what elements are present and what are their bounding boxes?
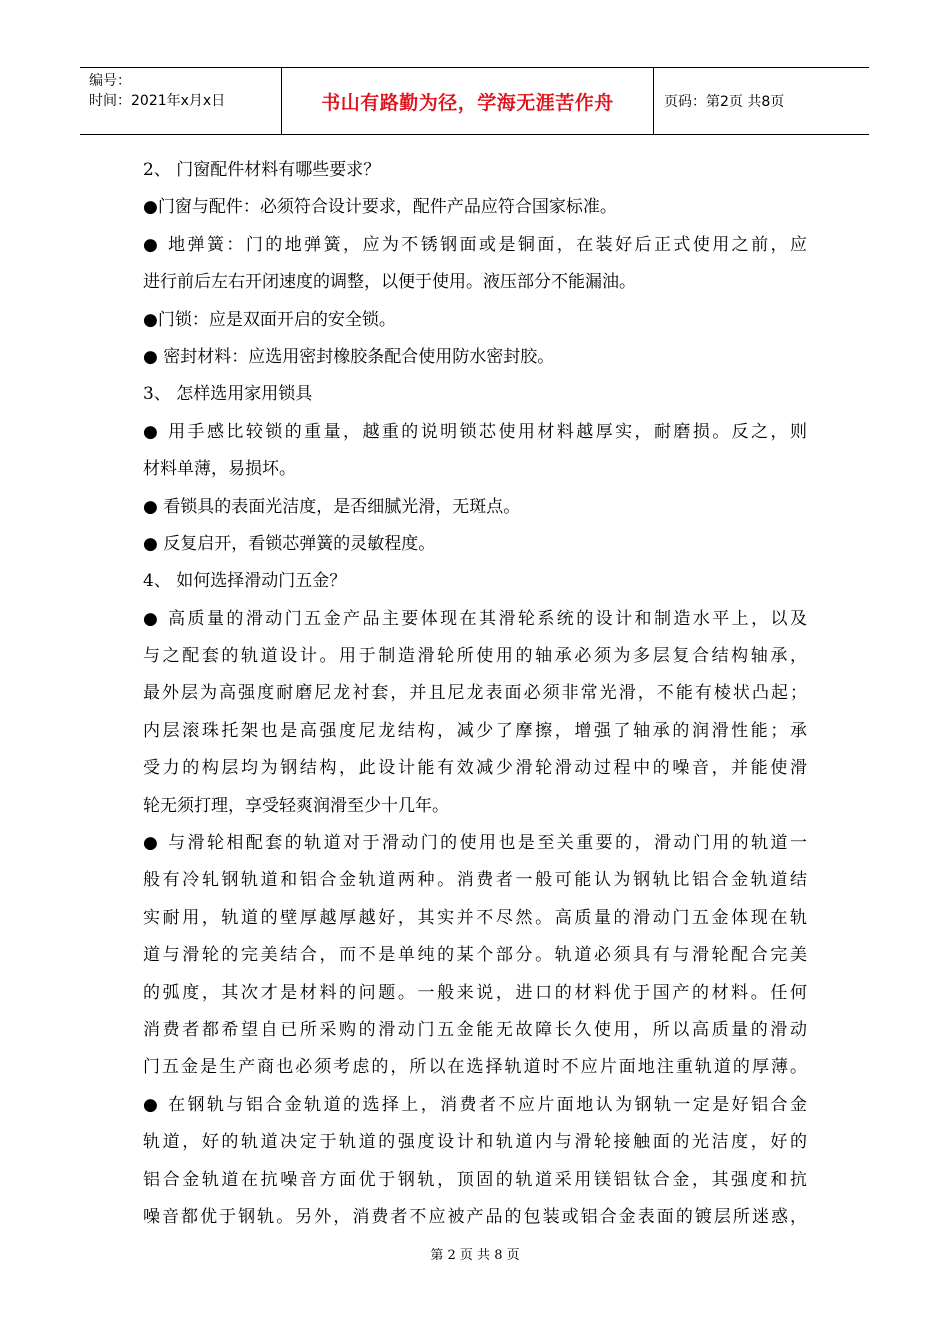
body-line: 的弧度，其次才是材料的问题。一般来说，进口的材料优于国产的材料。任何 <box>143 982 807 1003</box>
header-motto: 书山有路勤为径，学海无涯苦作舟 <box>282 68 654 134</box>
body-line: 门五金是生产商也必须考虑的，所以在选择轨道时不应片面地注重轨道的厚薄。 <box>143 1057 807 1078</box>
body-line: 材料单薄，易损坏。 <box>143 459 296 480</box>
body-line: 道与滑轮的完美结合，而不是单纯的某个部分。轨道必须具有与滑轮配合完美 <box>143 945 807 966</box>
body-line: ● 地弹簧：门的地弹簧，应为不锈钢面或是铜面，在装好后正式使用之前，应 <box>143 234 807 255</box>
body-line: ● 看锁具的表面光洁度，是否细腻光滑，无斑点。 <box>143 496 521 517</box>
header-meta-cell <box>80 68 282 134</box>
header-page-number: 页码：第2页 共8页 <box>664 94 785 110</box>
body-line: 内层滚珠托架也是高强度尼龙结构，减少了摩擦，增强了轴承的润滑性能；承 <box>143 720 807 741</box>
body-line: 轨道，好的轨道决定于轨道的强度设计和轨道内与滑轮接触面的光洁度，好的 <box>143 1132 807 1153</box>
body-line: ● 与滑轮相配套的轨道对于滑动门的使用也是至关重要的，滑动门用的轨道一 <box>143 833 807 854</box>
body-line: ● 用手感比较锁的重量，越重的说明锁芯使用材料越厚实，耐磨损。反之，则 <box>143 421 807 442</box>
section-heading: 4、 如何选择滑动门五金？ <box>143 571 347 592</box>
body-line: 轮无须打理，享受轻爽润滑至少十几年。 <box>143 795 449 816</box>
body-line: 铝合金轨道在抗噪音方面优于钢轨，顶固的轨道采用镁铝钛合金，其强度和抗 <box>143 1169 807 1190</box>
body-line: 最外层为高强度耐磨尼龙衬套，并且尼龙表面必须非常光滑，不能有棱状凸起； <box>143 683 807 704</box>
body-line: ●门窗与配件：必须符合设计要求，配件产品应符合国家标准。 <box>143 197 617 218</box>
body-line: 受力的构层均为钢结构，此设计能有效减少滑轮滑动过程中的噪音，并能使滑 <box>143 758 807 779</box>
document-body <box>143 152 807 1236</box>
body-line: 进行前后左右开闭速度的调整，以便于使用。液压部分不能漏油。 <box>143 272 636 293</box>
body-line: 实耐用，轨道的壁厚越厚越好，其实并不尽然。高质量的滑动门五金体现在轨 <box>143 907 807 928</box>
body-line: ● 在钢轨与铝合金轨道的选择上，消费者不应片面地认为钢轨一定是好铝合金 <box>143 1094 807 1115</box>
body-line: ●门锁：应是双面开启的安全锁。 <box>143 309 396 330</box>
document-time-label: 时间：2021年x月x日 <box>89 93 226 109</box>
body-line: ● 反复启开，看锁芯弹簧的灵敏程度。 <box>143 533 436 554</box>
body-line: ● 高质量的滑动门五金产品主要体现在其滑轮系统的设计和制造水平上，以及 <box>143 608 807 629</box>
header-table <box>80 67 869 135</box>
body-line: 般有冷轧钢轨道和铝合金轨道两种。消费者一般可能认为钢轨比铝合金轨道结 <box>143 870 807 891</box>
body-line: 噪音都优于钢轨。另外，消费者不应被产品的包装或铝合金表面的镀层所迷惑， <box>143 1206 807 1227</box>
section-heading: 2、 门窗配件材料有哪些要求？ <box>143 160 381 180</box>
body-line: 消费者都希望自已所采购的滑动门五金能无故障长久使用，所以高质量的滑动 <box>143 1019 807 1040</box>
footer-page-number: 第 2 页 共 8 页 <box>430 1248 520 1263</box>
body-line: 与之配套的轨道设计。用于制造滑轮所使用的轴承必须为多层复合结构轴承， <box>143 646 807 667</box>
body-line: ● 密封材料：应选用密封橡胶条配合使用防水密封胶。 <box>143 346 555 367</box>
document-number-label: 编号： <box>89 73 131 89</box>
section-heading: 3、 怎样选用家用锁具 <box>143 384 313 405</box>
